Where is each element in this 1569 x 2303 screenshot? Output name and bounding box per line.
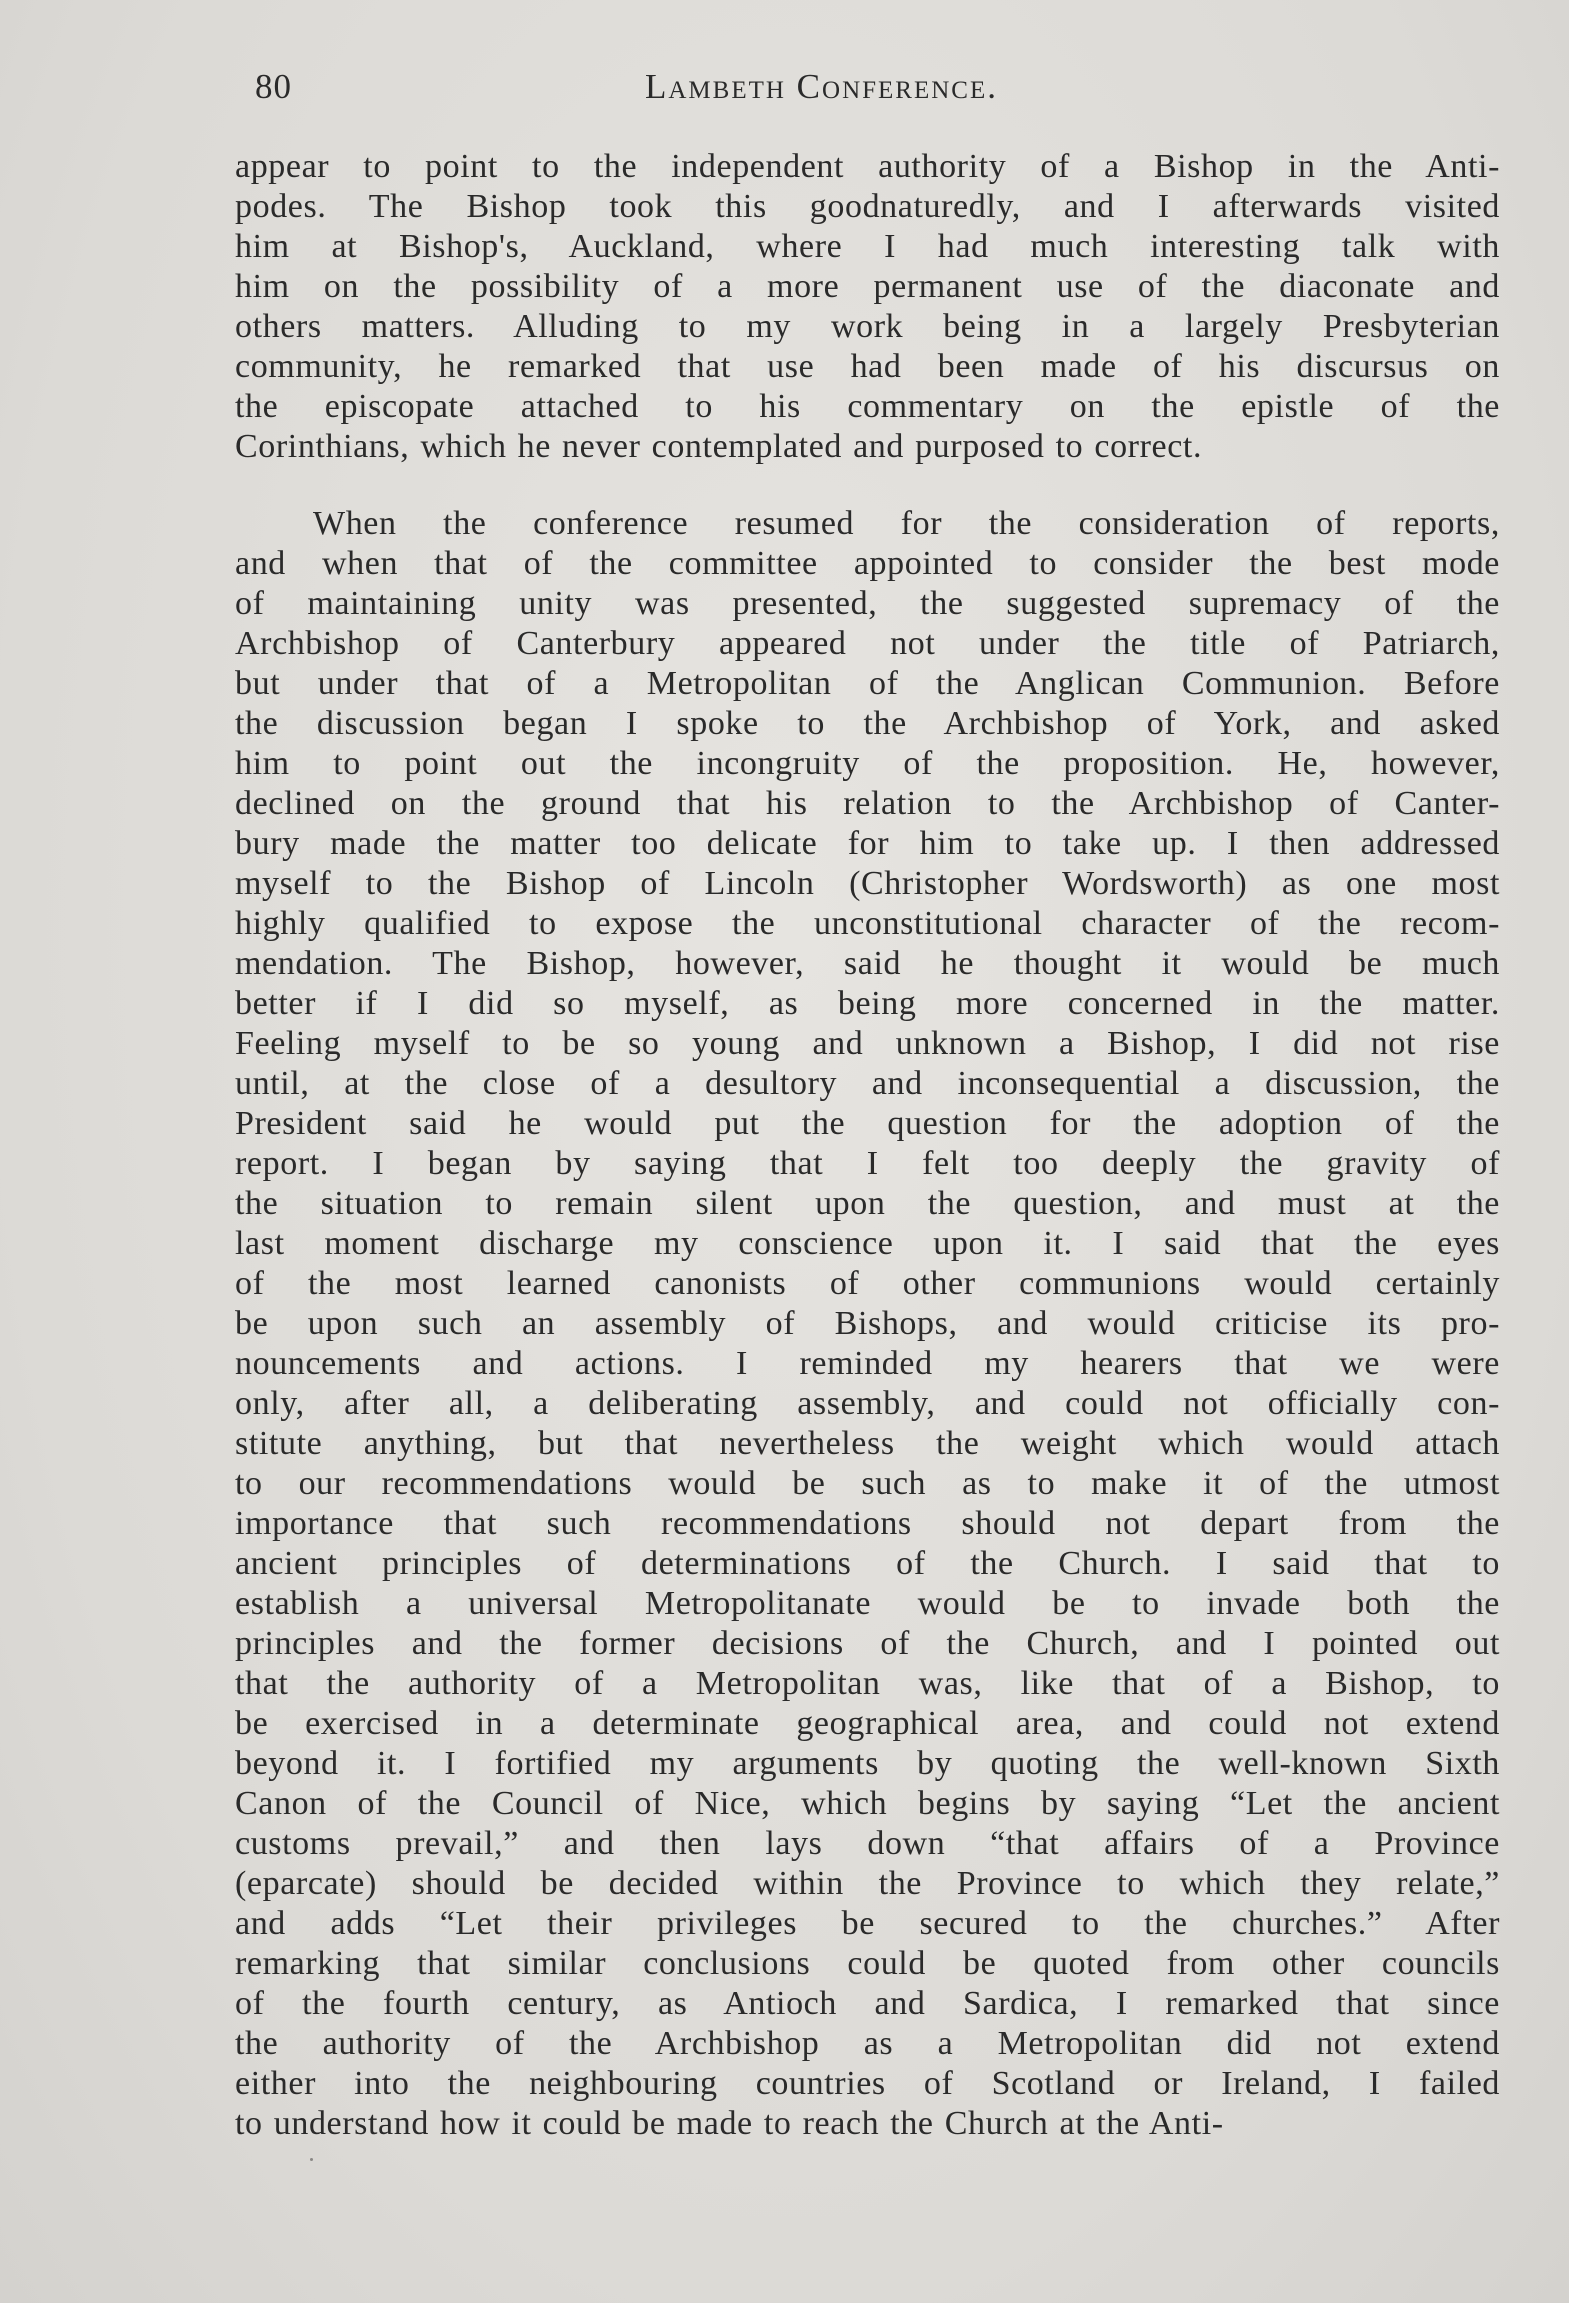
text-line: podes. The Bishop took this goodnaturedly, and I afterwards visited bbox=[235, 188, 1500, 225]
text-line: to our recommendations would be such as to make it of the utmost bbox=[235, 1465, 1500, 1502]
text-line: community, he remarked that use had been made of his discursus on bbox=[235, 348, 1500, 385]
text-line: him on the possibility of a more permanent use of the diaconate and bbox=[235, 268, 1500, 305]
text-line: until, at the close of a desultory and inconsequential a discussion, the bbox=[235, 1065, 1500, 1102]
text-line: establish a universal Metropolitanate would be to invade both the bbox=[235, 1585, 1500, 1622]
text-line: the discussion began I spoke to the Archbishop of York, and asked bbox=[235, 705, 1500, 742]
text-line: Archbishop of Canterbury appeared not under the title of Patriarch, bbox=[235, 625, 1500, 662]
text-line: President said he would put the question for the adoption of the bbox=[235, 1105, 1500, 1142]
paragraph-1 bbox=[235, 147, 1500, 467]
text-line: mendation. The Bishop, however, said he thought it would be much bbox=[235, 945, 1500, 982]
text-line: be upon such an assembly of Bishops, and would criticise its pro- bbox=[235, 1305, 1500, 1342]
text-line: be exercised in a determinate geographical area, and could not extend bbox=[235, 1705, 1500, 1742]
text-line: Feeling myself to be so young and unknown a Bishop, I did not rise bbox=[235, 1025, 1500, 1062]
text-line: of maintaining unity was presented, the suggested supremacy of the bbox=[235, 585, 1500, 622]
body-text bbox=[235, 147, 1500, 2144]
text-line: nouncements and actions. I reminded my hearers that we were bbox=[235, 1345, 1500, 1382]
text-line: ancient principles of determinations of the Church. I said that to bbox=[235, 1545, 1500, 1582]
text-line: but under that of a Metropolitan of the Anglican Communion. Before bbox=[235, 665, 1500, 702]
text-line: the episcopate attached to his commentary on the epistle of the bbox=[235, 388, 1500, 425]
text-line: only, after all, a deliberating assembly, and could not officially con- bbox=[235, 1385, 1500, 1422]
text-line: report. I began by saying that I felt too deeply the gravity of bbox=[235, 1145, 1500, 1182]
text-line: stitute anything, but that nevertheless the weight which would attach bbox=[235, 1425, 1500, 1462]
text-line: him to point out the incongruity of the proposition. He, however, bbox=[235, 745, 1500, 782]
text-line: and adds “Let their privileges be secured to the churches.” After bbox=[235, 1905, 1500, 1942]
text-line: of the fourth century, as Antioch and Sardica, I remarked that since bbox=[235, 1985, 1500, 2022]
text-line: principles and the former decisions of the Church, and I pointed out bbox=[235, 1625, 1500, 1662]
text-line: beyond it. I fortified my arguments by quoting the well-known Sixth bbox=[235, 1745, 1500, 1782]
text-line: that the authority of a Metropolitan was, like that of a Bishop, to bbox=[235, 1665, 1500, 1702]
text-line: Canon of the Council of Nice, which begins by saying “Let the ancient bbox=[235, 1785, 1500, 1822]
text-line: Corinthians, which he never contemplated and purposed to correct. bbox=[235, 428, 1203, 465]
text-line: either into the neighbouring countries of Scotland or Ireland, I failed bbox=[235, 2065, 1500, 2102]
text-line: declined on the ground that his relation to the Archbishop of Canter- bbox=[235, 785, 1500, 822]
text-line: When the conference resumed for the consideration of reports, bbox=[313, 505, 1500, 542]
paragraph-2 bbox=[235, 504, 1500, 2144]
text-line: of the most learned canonists of other communions would certainly bbox=[235, 1265, 1500, 1302]
text-line: better if I did so myself, as being more concerned in the matter. bbox=[235, 985, 1500, 1022]
text-line: others matters. Alluding to my work being in a largely Presbyterian bbox=[235, 308, 1500, 345]
text-line: appear to point to the independent authority of a Bishop in the Anti- bbox=[235, 148, 1500, 185]
text-line: him at Bishop's, Auckland, where I had much interesting talk with bbox=[235, 228, 1500, 265]
text-line: last moment discharge my conscience upon it. I said that the eyes bbox=[235, 1225, 1500, 1262]
print-speck bbox=[310, 2158, 313, 2161]
page-number: 80 bbox=[255, 67, 292, 106]
text-line: the situation to remain silent upon the question, and must at the bbox=[235, 1185, 1500, 1222]
paragraph-spacer bbox=[235, 467, 1500, 504]
text-line: (eparcate) should be decided within the Province to which they relate,” bbox=[235, 1865, 1500, 1902]
text-line: remarking that similar conclusions could be quoted from other councils bbox=[235, 1945, 1500, 1982]
text-line: the authority of the Archbishop as a Metropolitan did not extend bbox=[235, 2025, 1500, 2062]
text-line: importance that such recommendations should not depart from the bbox=[235, 1505, 1500, 1542]
running-title: Lambeth Conference. bbox=[645, 67, 999, 106]
text-line: highly qualified to expose the unconstitutional character of the recom- bbox=[235, 905, 1500, 942]
text-line: myself to the Bishop of Lincoln (Christopher Wordsworth) as one most bbox=[235, 865, 1500, 902]
page-header bbox=[235, 62, 1500, 112]
text-line: and when that of the committee appointed to consider the best mode bbox=[235, 545, 1500, 582]
text-line: customs prevail,” and then lays down “that affairs of a Province bbox=[235, 1825, 1500, 1862]
text-line: to understand how it could be made to reach the Church at the Anti- bbox=[235, 2105, 1224, 2142]
text-line: bury made the matter too delicate for him to take up. I then addressed bbox=[235, 825, 1500, 862]
